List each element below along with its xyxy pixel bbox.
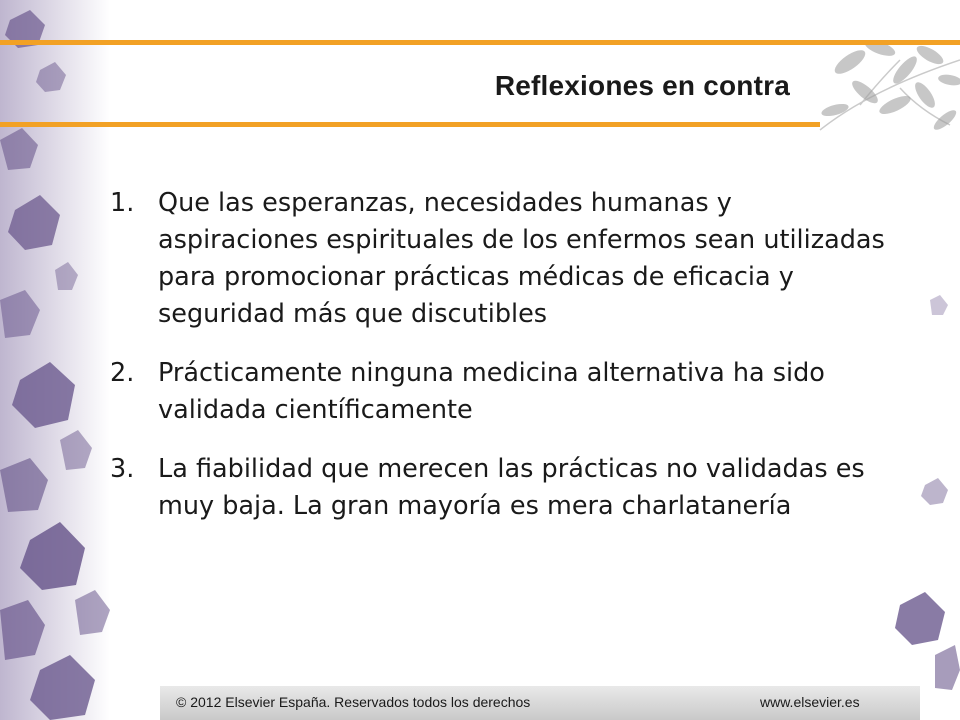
list-item-text: Que las esperanzas, necesidades humanas y aspiraciones espirituales de los enfermos sean utilizadas para promocionar prácticas médicas de eficacia y seguridad más que discutibles (158, 188, 885, 329)
list-item (110, 355, 900, 429)
hexagon-decoration-right (895, 295, 960, 690)
numbered-list (110, 185, 900, 525)
content-area (110, 185, 900, 547)
list-item-number: 3. (110, 454, 135, 484)
footer-copyright: © 2012 Elsevier España. Reservados todos los derechos (176, 694, 531, 710)
list-item (110, 185, 900, 333)
list-item-text: Prácticamente ninguna medicina alternativa ha sido validada científicamente (158, 358, 825, 425)
top-accent-line (0, 40, 960, 45)
list-item-number: 1. (110, 188, 135, 218)
title-underline (0, 122, 820, 127)
footer-website[interactable]: www.elsevier.es (760, 694, 860, 710)
slide-title: Reflexiones en contra (494, 70, 790, 101)
list-item (110, 451, 900, 525)
list-item-number: 2. (110, 358, 135, 388)
list-item-text: La fiabilidad que merecen las prácticas no validadas es muy baja. La gran mayoría es mera charlatanería (158, 454, 865, 521)
